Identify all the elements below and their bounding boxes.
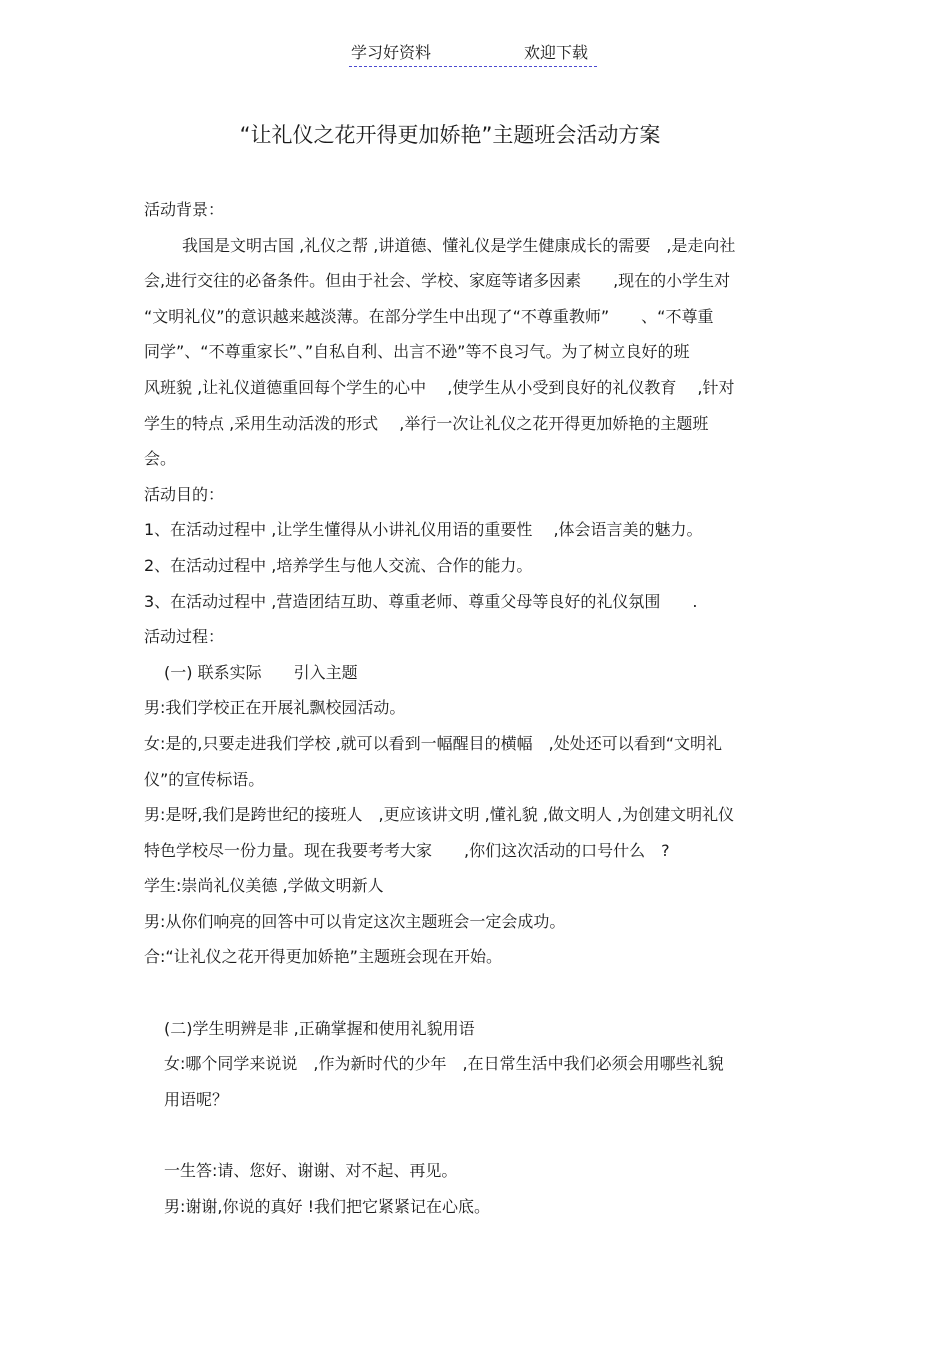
header-left-text: 学习好资料 [351,43,432,62]
background-line: 风班貌 ,让礼仪道德重回每个学生的心中 ,使学生从小受到良好的礼仪教育 ,针对 [144,377,735,397]
dialogue-line: 用语呢？ [164,1089,229,1109]
goal-item: 3、在活动过程中 ,营造团结互助、尊重老师、尊重父母等良好的礼仪氛围 . [144,591,698,611]
dialogue-line: 男:从你们响亮的回答中可以肯定这次主题班会一定会成功。 [144,911,566,931]
dialogue-line: 特色学校尽一份力量。现在我要考考大家 ,你们这次活动的口号什么 ? [144,840,670,860]
dialogue-line: 男:我们学校正在开展礼飘校园活动。 [144,698,406,718]
part1-heading: (一) 联系实际 引入主题 [164,662,358,682]
background-line: 会。 [144,449,177,469]
dialogue-line: 仪”的宣传标语。 [144,769,265,789]
page-header [349,40,597,67]
goal-item: 1、在活动过程中 ,让学生懂得从小讲礼仪用语的重要性 ,体会语言美的魅力。 [144,520,703,540]
blank-line [144,1117,816,1153]
dialogue-line: 合:“让礼仪之花开得更加娇艳”主题班会现在开始。 [144,947,502,967]
background-line: 我国是文明古国 ,礼仪之帮 ,讲道德、懂礼仪是学生健康成长的需要 ,是走向社 [182,235,736,255]
document-title-text: “让礼仪之花开得更加娇艳”主题班会活动方案 [239,123,661,147]
dialogue-line: 男:谢谢,你说的真好 !我们把它紧紧记在心底。 [164,1196,490,1216]
dialogue-line: 女:是的,只要走进我们学校 ,就可以看到一幅醒目的横幅 ,处处还可以看到“文明礼 [144,733,723,753]
blank-line [144,975,816,1011]
goal-heading: 活动目的： [144,484,225,504]
background-heading-text: 活动背景： [144,200,225,219]
background-line: “文明礼仪”的意识越来越淡薄。在部分学生中出现了“不尊重教师” 、“不尊重 [144,306,714,326]
dialogue-line: 学生:崇尚礼仪美德 ,学做文明新人 [144,876,384,896]
goal-item: 2、在活动过程中 ,培养学生与他人交流、合作的能力。 [144,555,533,575]
background-line: 会,进行交往的必备条件。但由于社会、学校、家庭等诸多因素 ,现在的小学生对 [144,271,731,291]
background-heading [144,192,816,228]
part2-heading: (二)学生明辨是非 ,正确掌握和使用礼貌用语 [164,1018,475,1038]
process-heading: 活动过程： [144,627,225,647]
dialogue-line: 男:是呀,我们是跨世纪的接班人 ,更应该讲文明 ,懂礼貌 ,做文明人 ,为创建文明礼仪 [144,805,735,825]
dialogue-line: 女:哪个同学来说说 ,作为新时代的少年 ,在日常生活中我们必须会用哪些礼貌 [164,1054,724,1074]
header-right-text: 欢迎下载 [524,43,589,62]
document-body [144,192,816,1224]
document-title [0,120,950,150]
background-line: 同学”、“不尊重家长”、”自私自利、出言不逊”等不良习气。为了树立良好的班 [144,342,690,362]
background-line: 学生的特点 ,采用生动活泼的形式 ,举行一次让礼仪之花开得更加娇艳的主题班 [144,413,709,433]
dialogue-line: 一生答:请、您好、谢谢、对不起、再见。 [164,1161,458,1181]
